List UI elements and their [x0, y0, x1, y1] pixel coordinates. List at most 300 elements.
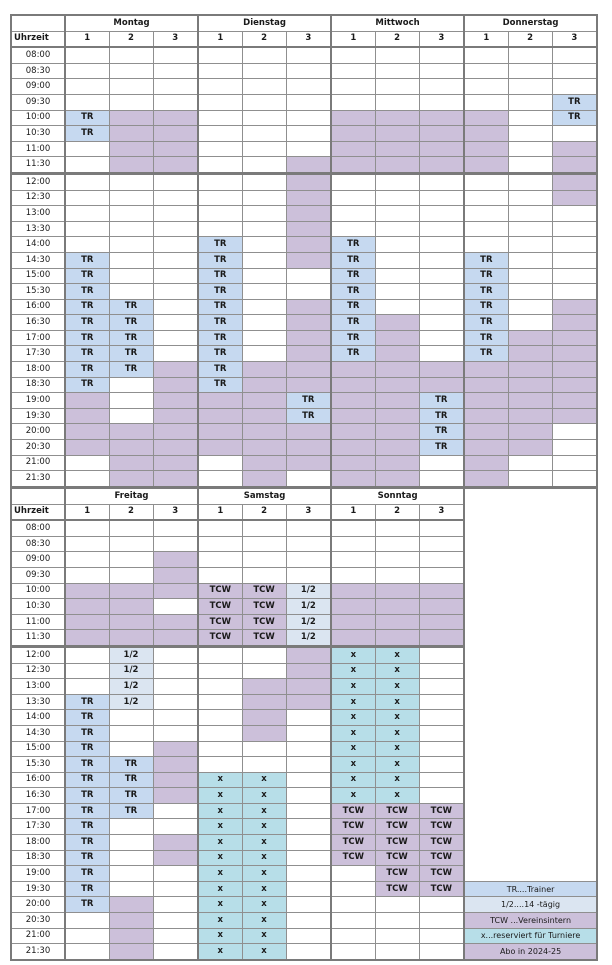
slot-cell [65, 440, 109, 456]
time-cell: 19:30 [11, 408, 65, 424]
slot-cell [419, 94, 464, 110]
slot-cell [419, 772, 464, 788]
slot-cell [331, 126, 375, 142]
slot-cell [375, 944, 419, 960]
time-cell: 21:00 [11, 928, 65, 944]
slot-cell [109, 284, 153, 300]
slot-cell: 1/2 [109, 694, 153, 710]
slot-cell [375, 237, 419, 253]
slot-cell: TR [331, 299, 375, 315]
slot-cell [552, 471, 597, 487]
slot-cell: x [198, 897, 242, 913]
slot-cell [109, 237, 153, 253]
slot-cell: x [242, 819, 286, 835]
slot-cell [242, 173, 286, 190]
slot-cell [331, 221, 375, 237]
slot-cell: TR [65, 110, 109, 126]
slot-cell [153, 190, 198, 206]
slot-cell [419, 536, 464, 552]
slot-cell [375, 190, 419, 206]
slot-cell [552, 47, 597, 63]
slot-cell: TR [109, 299, 153, 315]
slot-cell [331, 94, 375, 110]
slot-cell [109, 835, 153, 851]
slot-cell: TCW [419, 850, 464, 866]
time-row [11, 424, 597, 440]
slot-cell [419, 599, 464, 615]
time-cell: 08:00 [11, 47, 65, 63]
time-cell: 17:00 [11, 803, 65, 819]
slot-cell [552, 315, 597, 331]
slot-cell: TR [65, 299, 109, 315]
slot-cell [508, 190, 552, 206]
slot-cell [242, 393, 286, 409]
slot-cell: 1/2 [109, 663, 153, 679]
slot-cell [65, 221, 109, 237]
slot-cell: TR [109, 788, 153, 804]
slot-cell [375, 614, 419, 630]
slot-cell: TR [331, 268, 375, 284]
slot-cell [242, 237, 286, 253]
slot-cell [286, 330, 331, 346]
slot-cell [198, 440, 242, 456]
slot-cell [242, 424, 286, 440]
slot-cell [331, 173, 375, 190]
slot-cell: TCW [375, 881, 419, 897]
slot-cell: TR [331, 315, 375, 331]
slot-cell: x [242, 772, 286, 788]
slot-cell [65, 157, 109, 174]
slot-cell: TCW [375, 835, 419, 851]
time-cell: 11:30 [11, 157, 65, 174]
slot-cell [153, 94, 198, 110]
slot-cell: x [242, 788, 286, 804]
slot-cell [286, 536, 331, 552]
slot-cell [419, 913, 464, 929]
slot-cell [65, 94, 109, 110]
time-row [11, 897, 597, 913]
slot-cell [242, 330, 286, 346]
slot-cell [552, 157, 597, 174]
slot-cell [198, 110, 242, 126]
slot-cell [109, 928, 153, 944]
slot-cell [286, 803, 331, 819]
slot-cell [242, 126, 286, 142]
slot-cell [198, 694, 242, 710]
slot-cell: TCW [331, 835, 375, 851]
slot-cell [375, 393, 419, 409]
slot-cell [286, 63, 331, 79]
slot-cell: TR [464, 252, 508, 268]
time-cell: 10:30 [11, 126, 65, 142]
slot-cell [109, 614, 153, 630]
time-header: Uhrzeit [11, 31, 65, 47]
slot-cell [153, 710, 198, 726]
slot-cell [153, 221, 198, 237]
slot-cell: TCW [419, 819, 464, 835]
slot-cell [375, 206, 419, 222]
slot-cell [419, 614, 464, 630]
slot-cell: TCW [331, 803, 375, 819]
time-cell: 18:00 [11, 835, 65, 851]
slot-cell [419, 455, 464, 471]
slot-cell [109, 377, 153, 393]
slot-cell [508, 284, 552, 300]
slot-cell [508, 268, 552, 284]
slot-cell [419, 362, 464, 378]
slot-cell [552, 190, 597, 206]
time-cell: 19:30 [11, 881, 65, 897]
slot-cell [153, 471, 198, 487]
slot-cell [331, 63, 375, 79]
slot-cell: x [375, 725, 419, 741]
time-row [11, 237, 597, 253]
slot-cell [375, 424, 419, 440]
slot-cell [375, 47, 419, 63]
slot-cell: TR [65, 330, 109, 346]
slot-cell: TR [464, 330, 508, 346]
slot-cell [508, 110, 552, 126]
court-header: 1 [198, 31, 242, 47]
slot-cell [242, 315, 286, 331]
slot-cell: x [331, 646, 375, 663]
slot-cell [242, 646, 286, 663]
slot-cell: x [242, 866, 286, 882]
slot-cell: x [375, 679, 419, 695]
slot-cell [464, 94, 508, 110]
slot-cell: TR [198, 237, 242, 253]
slot-cell: TR [65, 881, 109, 897]
slot-cell [552, 440, 597, 456]
slot-cell [65, 928, 109, 944]
time-row [11, 47, 597, 63]
blank-panel [464, 488, 597, 881]
slot-cell [109, 881, 153, 897]
slot-cell [508, 157, 552, 174]
slot-cell [464, 440, 508, 456]
slot-cell: TR [65, 788, 109, 804]
slot-cell [508, 299, 552, 315]
time-cell: 13:30 [11, 221, 65, 237]
slot-cell [242, 221, 286, 237]
slot-cell [464, 408, 508, 424]
slot-cell [153, 141, 198, 157]
slot-cell [464, 221, 508, 237]
slot-cell: TR [109, 315, 153, 331]
slot-cell [508, 47, 552, 63]
time-cell: 11:00 [11, 614, 65, 630]
slot-cell [419, 694, 464, 710]
slot-cell: x [375, 741, 419, 757]
slot-cell: x [198, 772, 242, 788]
slot-cell [552, 284, 597, 300]
slot-cell [286, 944, 331, 960]
slot-cell [375, 79, 419, 95]
slot-cell [419, 346, 464, 362]
slot-cell: TR [464, 299, 508, 315]
slot-cell: x [375, 772, 419, 788]
slot-cell [464, 190, 508, 206]
slot-cell [153, 803, 198, 819]
slot-cell: TR [198, 252, 242, 268]
slot-cell [242, 757, 286, 773]
slot-cell [419, 471, 464, 487]
time-row [11, 206, 597, 222]
slot-cell [286, 520, 331, 536]
slot-cell [331, 408, 375, 424]
slot-cell: TCW [242, 599, 286, 615]
slot-cell [419, 141, 464, 157]
slot-cell: TR [331, 237, 375, 253]
time-cell: 14:30 [11, 725, 65, 741]
slot-cell: x [331, 710, 375, 726]
slot-cell [286, 299, 331, 315]
time-row [11, 944, 597, 960]
slot-cell [109, 536, 153, 552]
slot-cell [464, 110, 508, 126]
slot-cell [419, 173, 464, 190]
slot-cell [286, 362, 331, 378]
slot-cell: x [198, 928, 242, 944]
slot-cell [331, 393, 375, 409]
legend-item: Abo in 2024-25 [464, 944, 597, 960]
time-cell: 17:00 [11, 330, 65, 346]
slot-cell [65, 520, 109, 536]
slot-cell: TR [286, 393, 331, 409]
time-row [11, 63, 597, 79]
slot-cell: x [375, 757, 419, 773]
slot-cell [109, 440, 153, 456]
slot-cell [153, 583, 198, 599]
slot-cell [331, 944, 375, 960]
slot-cell: x [198, 835, 242, 851]
time-cell: 20:30 [11, 440, 65, 456]
slot-cell [286, 866, 331, 882]
slot-cell [65, 455, 109, 471]
slot-cell [286, 819, 331, 835]
slot-cell [508, 362, 552, 378]
slot-cell [331, 567, 375, 583]
slot-cell [552, 299, 597, 315]
slot-cell [153, 599, 198, 615]
slot-cell [286, 788, 331, 804]
slot-cell: TR [65, 694, 109, 710]
slot-cell [419, 944, 464, 960]
slot-cell [153, 408, 198, 424]
slot-cell [286, 741, 331, 757]
slot-cell [375, 221, 419, 237]
slot-cell: TR [198, 377, 242, 393]
slot-cell [375, 315, 419, 331]
time-cell: 12:30 [11, 190, 65, 206]
time-cell: 11:00 [11, 141, 65, 157]
time-row [11, 221, 597, 237]
time-row [11, 252, 597, 268]
slot-cell [419, 741, 464, 757]
slot-cell [198, 725, 242, 741]
slot-cell [286, 190, 331, 206]
time-row [11, 881, 597, 897]
court-header: 1 [331, 504, 375, 520]
slot-cell [242, 471, 286, 487]
time-cell: 15:00 [11, 741, 65, 757]
slot-cell: TR [65, 819, 109, 835]
court-header: 3 [552, 31, 597, 47]
slot-cell: x [331, 757, 375, 773]
slot-cell [153, 315, 198, 331]
slot-cell [109, 710, 153, 726]
time-cell: 13:00 [11, 206, 65, 222]
time-cell: 08:30 [11, 63, 65, 79]
slot-cell: TR [198, 315, 242, 331]
slot-cell [419, 63, 464, 79]
slot-cell: TR [464, 346, 508, 362]
slot-cell [286, 284, 331, 300]
slot-cell: TR [65, 268, 109, 284]
slot-cell [65, 408, 109, 424]
slot-cell [198, 63, 242, 79]
slot-cell [286, 157, 331, 174]
court-header: 2 [109, 31, 153, 47]
slot-cell: TCW [198, 583, 242, 599]
court-header: 1 [464, 31, 508, 47]
slot-cell [375, 455, 419, 471]
slot-cell: x [331, 663, 375, 679]
time-cell: 09:00 [11, 79, 65, 95]
slot-cell [375, 913, 419, 929]
slot-cell [65, 424, 109, 440]
slot-cell [242, 455, 286, 471]
slot-cell: TR [419, 393, 464, 409]
slot-cell [109, 268, 153, 284]
slot-cell [109, 47, 153, 63]
time-row [11, 315, 597, 331]
slot-cell [242, 567, 286, 583]
slot-cell [153, 630, 198, 647]
slot-cell [109, 583, 153, 599]
time-cell: 13:30 [11, 694, 65, 710]
day-header: Mittwoch [331, 15, 464, 31]
slot-cell [508, 126, 552, 142]
slot-cell: TR [65, 284, 109, 300]
slot-cell [375, 284, 419, 300]
day-header: Donnerstag [464, 15, 597, 31]
slot-cell [109, 944, 153, 960]
time-cell: 19:00 [11, 393, 65, 409]
slot-cell [242, 377, 286, 393]
slot-cell: x [242, 803, 286, 819]
slot-cell [109, 221, 153, 237]
slot-cell [198, 79, 242, 95]
slot-cell [109, 252, 153, 268]
slot-cell [198, 47, 242, 63]
slot-cell [153, 173, 198, 190]
slot-cell [419, 206, 464, 222]
slot-cell [65, 663, 109, 679]
time-header: Uhrzeit [11, 504, 65, 520]
slot-cell [464, 79, 508, 95]
time-cell: 08:30 [11, 536, 65, 552]
slot-cell: TR [65, 377, 109, 393]
day-header: Sonntag [331, 488, 464, 504]
slot-cell: TCW [242, 583, 286, 599]
slot-cell [153, 520, 198, 536]
slot-cell [464, 237, 508, 253]
slot-cell [153, 881, 198, 897]
court-header: 3 [153, 31, 198, 47]
slot-cell [198, 173, 242, 190]
slot-cell [375, 928, 419, 944]
time-row [11, 110, 597, 126]
slot-cell [286, 94, 331, 110]
slot-cell [552, 237, 597, 253]
slot-cell [198, 552, 242, 568]
time-cell: 08:00 [11, 520, 65, 536]
slot-cell [419, 237, 464, 253]
slot-cell [109, 630, 153, 647]
slot-cell [198, 646, 242, 663]
slot-cell [464, 377, 508, 393]
slot-cell [153, 377, 198, 393]
time-cell: 20:00 [11, 424, 65, 440]
slot-cell: TR [109, 757, 153, 773]
day-header: Samstag [198, 488, 331, 504]
slot-cell: x [331, 725, 375, 741]
slot-cell [198, 206, 242, 222]
slot-cell [375, 268, 419, 284]
time-cell: 18:30 [11, 850, 65, 866]
slot-cell [375, 377, 419, 393]
slot-cell [198, 663, 242, 679]
slot-cell [508, 330, 552, 346]
slot-cell: x [242, 928, 286, 944]
slot-cell [508, 252, 552, 268]
slot-cell: x [242, 881, 286, 897]
slot-cell [419, 679, 464, 695]
slot-cell [286, 252, 331, 268]
slot-cell [109, 599, 153, 615]
day-header-row [11, 15, 597, 31]
slot-cell [375, 63, 419, 79]
slot-cell [286, 928, 331, 944]
slot-cell: TR [419, 440, 464, 456]
slot-cell [65, 79, 109, 95]
slot-cell [153, 725, 198, 741]
slot-cell [153, 237, 198, 253]
slot-cell [65, 944, 109, 960]
slot-cell [331, 928, 375, 944]
day-header-row [11, 488, 597, 504]
slot-cell [419, 646, 464, 663]
slot-cell [109, 866, 153, 882]
slot-cell [153, 440, 198, 456]
time-cell: 09:30 [11, 94, 65, 110]
slot-cell: 1/2 [109, 646, 153, 663]
slot-cell: x [375, 710, 419, 726]
slot-cell [65, 614, 109, 630]
slot-cell: TR [419, 408, 464, 424]
slot-cell: x [198, 850, 242, 866]
slot-cell [242, 536, 286, 552]
slot-cell [286, 835, 331, 851]
slot-cell [65, 393, 109, 409]
slot-cell [198, 424, 242, 440]
slot-cell [109, 408, 153, 424]
slot-cell: TR [65, 346, 109, 362]
slot-cell: TCW [375, 850, 419, 866]
slot-cell [419, 567, 464, 583]
slot-cell [109, 552, 153, 568]
